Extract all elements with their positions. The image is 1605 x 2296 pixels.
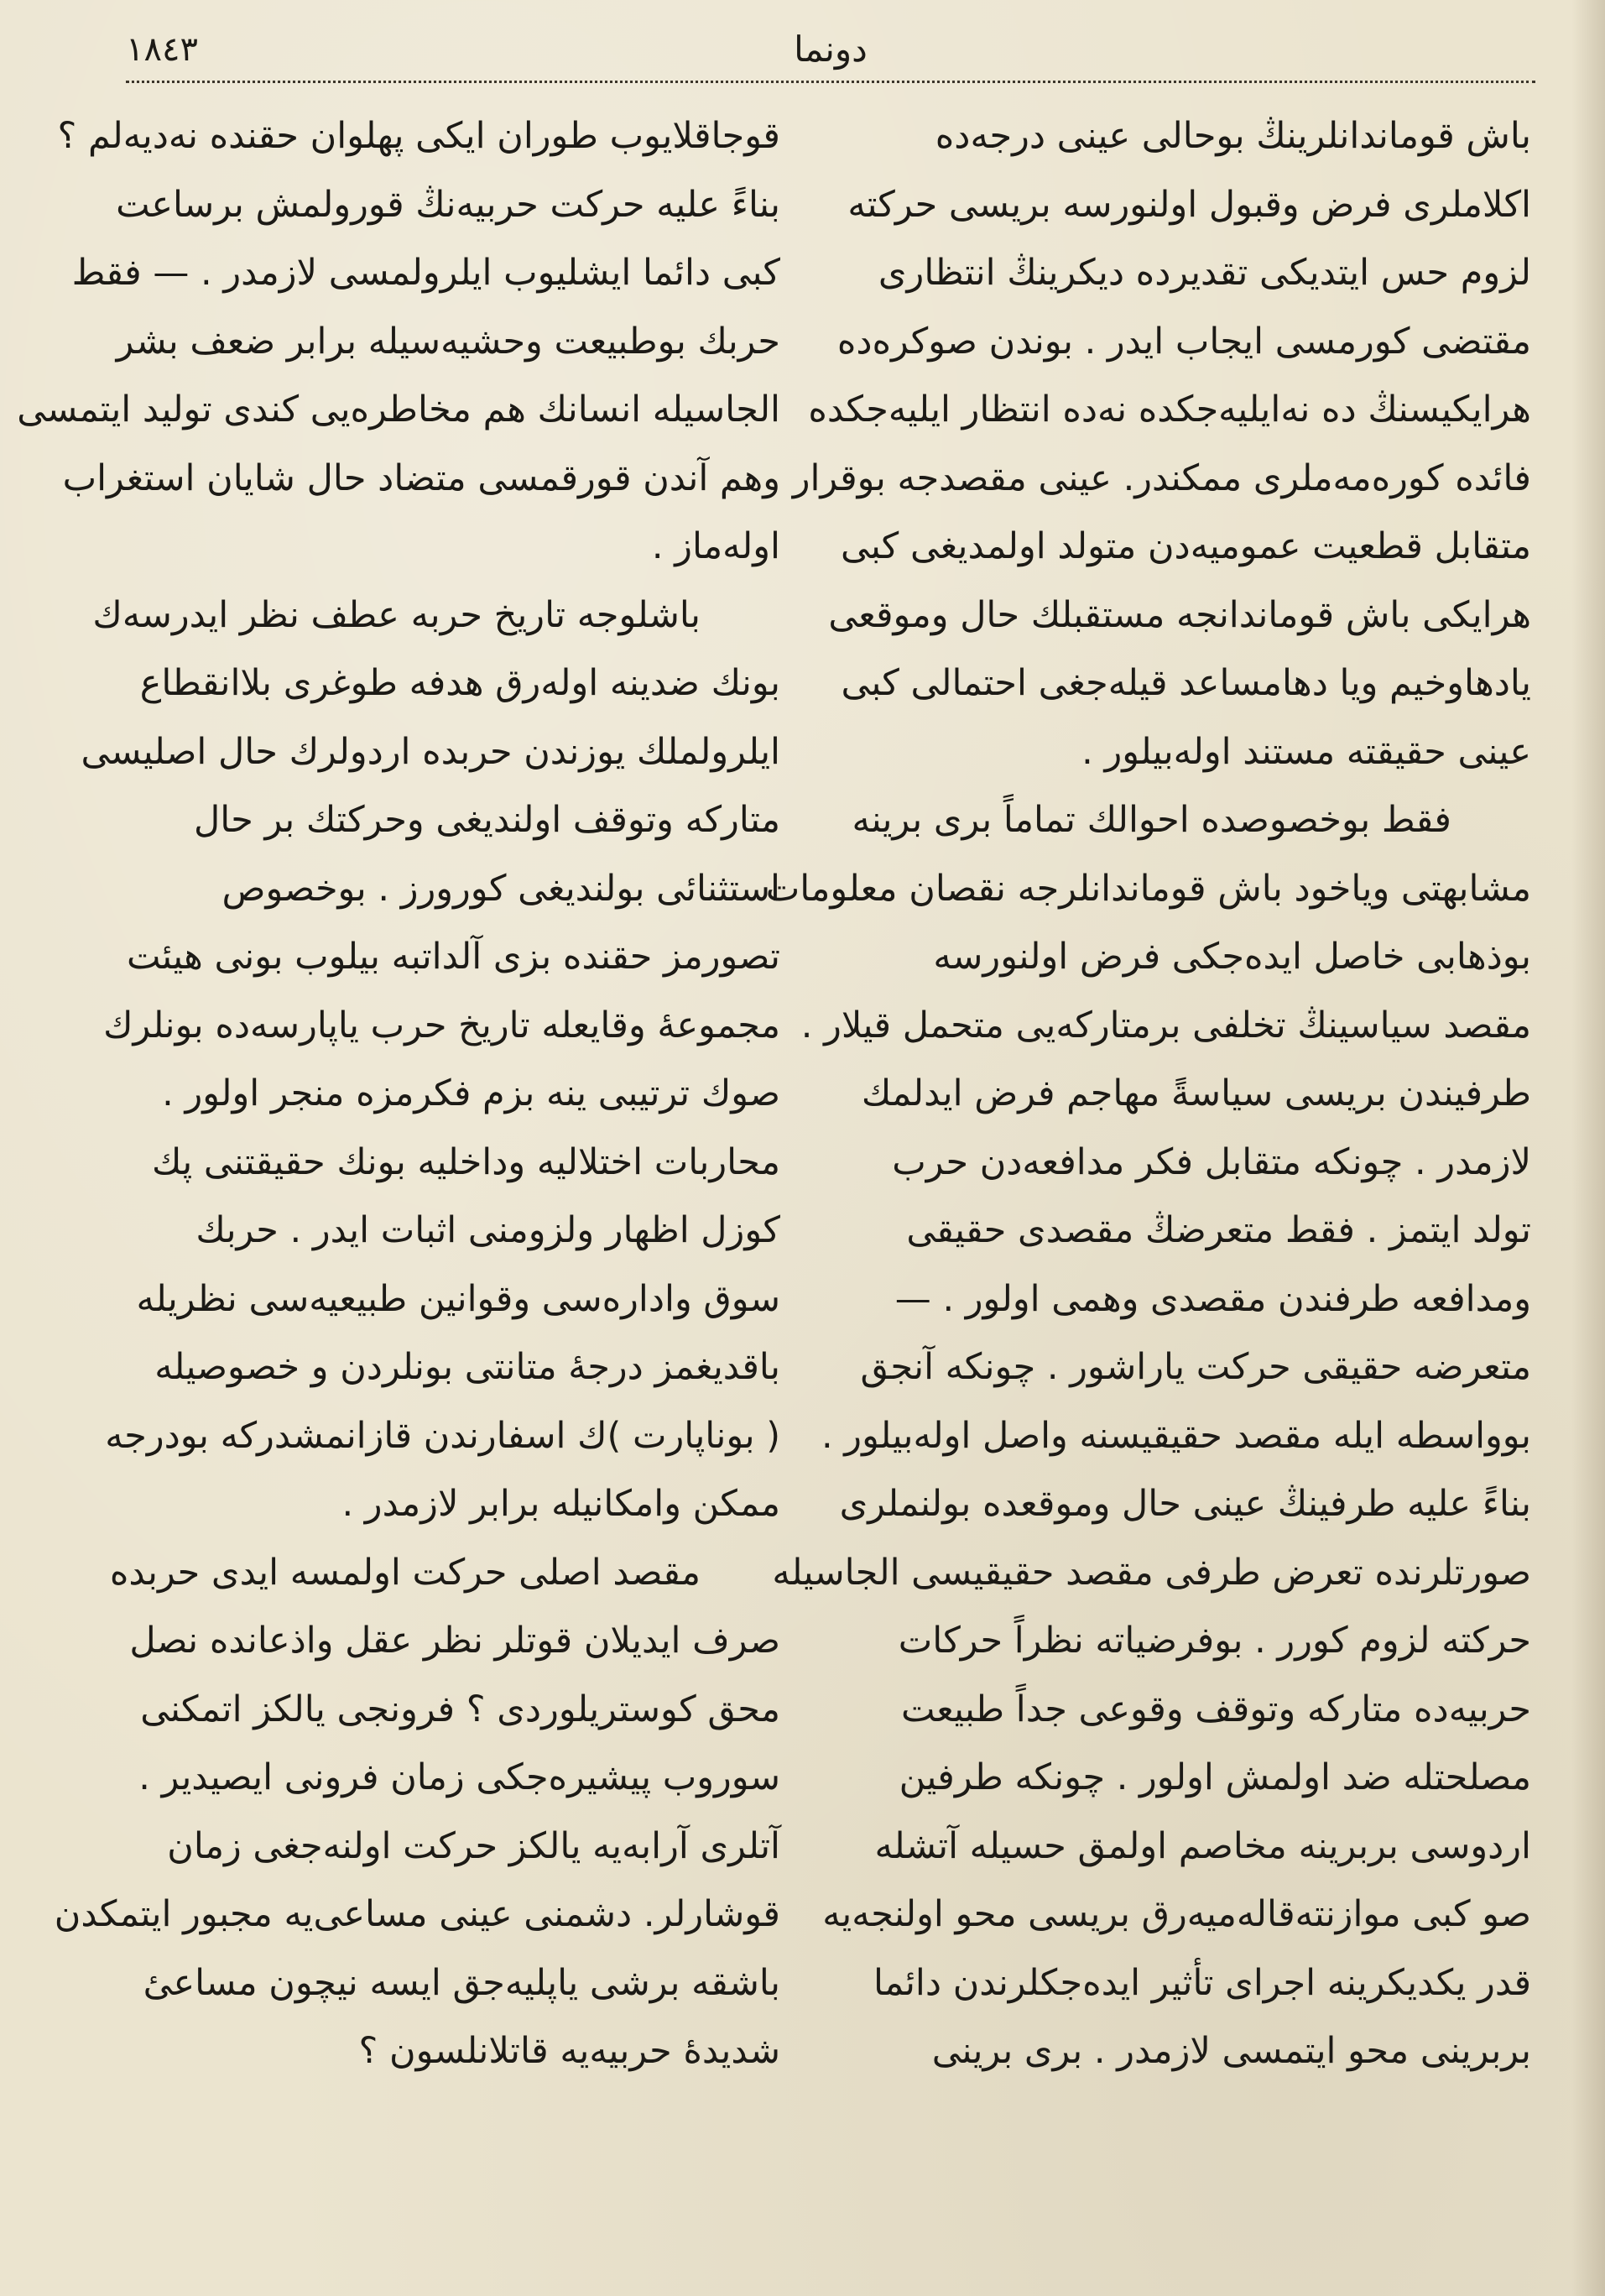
text-line: حربيه‌ده متاركه وتوقف وقوعى جداً طبيعت — [900, 1688, 1531, 1730]
text-line: باشقه برشى ياپليه‌جق ايسه نيچون مساعىٔ — [143, 1961, 780, 2004]
text-line: بربرينى محو ايتمسى لازمدر . برى برينى — [931, 2030, 1531, 2072]
header-dotted-rule — [126, 81, 1535, 83]
text-line: متاركه وتوقف اولنديغى وحركتك بر حال — [193, 799, 780, 841]
text-line: باقديغمز درجهٔ متانتى بونلردن و خصوصيله — [154, 1346, 780, 1388]
text-line: شديدهٔ حربيه‌يه قاتلانلسون ؟ — [358, 2030, 780, 2072]
text-line: اردوسى بربرينه مخاصم اولمق حسيله آتشله — [874, 1824, 1531, 1867]
page-header — [126, 23, 1535, 82]
text-line: سوق واداره‌سى وقوانين طبيعيه‌سى نظريله — [136, 1277, 780, 1320]
text-line: صو كبى موازنته‌قاله‌ميه‌رق بريسى محو اولنجه‌يه — [822, 1893, 1531, 1935]
text-line: مقتضى كورمسى ايجاب ايدر . بوندن صوكره‌ده — [836, 320, 1531, 363]
text-line: عينى حقيقته مستند اوله‌بيلور . — [1081, 730, 1531, 773]
text-line: بوذهابى خاصل ايده‌جكى فرض اولنورسه — [933, 936, 1531, 978]
left-column — [17, 102, 780, 2086]
text-line: بوواسطه ايله مقصد حقيقيسنه واصل اوله‌بيلور . — [821, 1414, 1531, 1457]
text-line: تصورمز حقنده بزى آلداتبه بيلوب بونى هيئت — [126, 936, 780, 978]
paragraph-start-line: مقصد اصلى حركت اولمسه ايدى حربده — [109, 1551, 701, 1594]
text-line: لزوم حس ايتديكى تقديرده ديكرينڭ انتظارى — [878, 252, 1531, 294]
text-line: هرايكى باش قوماندانجه مستقبلك حال وموقعى — [828, 593, 1531, 636]
text-line: آتلرى آرابه‌يه يالكز حركت اولنه‌جغى زمان — [167, 1824, 780, 1867]
text-line: طرفيندن بريسى سياسةً مهاجم فرض ايدلمك — [861, 1072, 1531, 1114]
text-line: قدر يكديكرينه اجراى تأثير ايده‌جكلرندن دائما — [873, 1961, 1531, 2004]
paragraph-start-line: باشلوجه تاريخ حربه عطف نظر ايدرسه‌ك — [92, 593, 701, 636]
text-line: فائده كوره‌مه‌ملرى ممكندر. عينى مقصدجه بوقرار — [792, 457, 1531, 499]
text-line: ايلرولملك يوزندن حربده اردولرك حال اصليسى — [81, 730, 780, 773]
text-line: بناءً عليه طرفينڭ عينى حال وموقعده بولنملرى — [839, 1483, 1531, 1525]
text-line: متعرضه حقيقى حركت ياراشور . چونكه آنجق — [860, 1346, 1531, 1388]
text-line: محق كوستريلوردى ؟ فرونجى يالكز اتمكنى — [140, 1688, 780, 1730]
text-line: بونك ضدينه اوله‌رق هدفه طوغرى بلاانقطاع — [139, 662, 780, 704]
text-line: قوشارلر. دشمنى عينى مساعى‌يه مجبور ايتمكدن — [54, 1893, 780, 1935]
right-column — [765, 102, 1531, 2086]
text-line: وهم آندن قورقمسى متضاد حال شايان استغراب — [62, 457, 780, 499]
text-line: ممكن وامكانيله برابر لازمدر . — [341, 1483, 780, 1525]
text-line: قوجاقلايوب طوران ايكى پهلوان حقنده نه‌ديه‌لم ؟ — [57, 115, 780, 157]
text-line: محاربات اختلاليه وداخليه بونك حقيقتنى پك — [152, 1140, 780, 1183]
text-line: حربك بوطبيعت وحشيه‌سيله برابر ضعف بشر — [116, 320, 780, 363]
page-edge-shadow — [1571, 0, 1605, 2296]
text-line: باش قوماندانلرينڭ بوحالى عينى درجه‌ده — [935, 115, 1531, 157]
running-title: دونما — [794, 29, 868, 70]
text-line: صورتلرنده تعرض طرفى مقصد حقيقيسى الجاسيله — [772, 1551, 1531, 1594]
text-line: صوك ترتيبى ينه بزم فكرمزه منجر اولور . — [162, 1072, 780, 1114]
text-line: ومدافعه طرفندن مقصدى وهمى اولور . — — [894, 1277, 1531, 1320]
text-line: مقصد سياسينڭ تخلفى برمتاركه‌يى متحمل قيلار . — [800, 1004, 1531, 1046]
paragraph-start-line: فقط بوخصوصده احوالك تماماً برى برينه — [852, 799, 1451, 841]
text-line: ( بوناپارت )ك اسفارندن قازانمشدركه بودرجه — [105, 1414, 780, 1457]
text-line: اوله‌ماز . — [651, 525, 780, 567]
text-line: صرف ايديلان قوتلر نظر عقل واذعانده نصل — [129, 1620, 780, 1662]
text-line: سوروب پيشيره‌جكى زمان فرونى ايصيدير . — [138, 1756, 780, 1798]
page-number: ١٨٤٣ — [126, 30, 198, 69]
text-line: حركته لزوم كورر . بوفرضياته نظراً حركات — [898, 1620, 1531, 1662]
text-line: هرايكيسنڭ ده نه‌ايليه‌جكده نه‌ده انتظار ايليه‌جكده — [808, 389, 1531, 430]
text-line: كوزل اظهار ولزومنى اثبات ايدر . حربك — [195, 1209, 780, 1251]
text-line: لازمدر . چونكه متقابل فكر مدافعه‌دن حرب — [892, 1140, 1531, 1183]
text-line: استثنائى بولنديغى كورورز . بوخصوص — [221, 867, 780, 910]
text-line: كبى دائما ايشليوب ايلرولمسى لازمدر . — فقط — [71, 252, 780, 294]
text-line: تولد ايتمز . فقط متعرضڭ مقصدى حقيقى — [906, 1209, 1531, 1251]
text-line: متقابل قطعيت عموميه‌دن متولد اولمديغى كبى — [840, 525, 1531, 567]
text-line: مجموعهٔ وقايعله تاريخ حرب ياپارسه‌ده بونلرك — [103, 1004, 780, 1046]
text-line: يادهاوخيم ويا دهامساعد قيله‌جغى احتمالى كبى — [841, 662, 1531, 704]
text-line: الجاسيله انسانك هم مخاطره‌يى كندى توليد ايتمسى — [17, 389, 780, 430]
text-line: بناءً عليه حركت حربيه‌نڭ قورولمش برساعت — [116, 183, 780, 226]
text-line: مصلحتله ضد اولمش اولور . چونكه طرفين — [899, 1756, 1531, 1798]
text-line: اكلاملرى فرض وقبول اولنورسه بريسى حركته — [847, 183, 1531, 226]
text-line: مشابهتى وياخود باش قوماندانلرجه نقصان معلومات — [765, 867, 1531, 910]
